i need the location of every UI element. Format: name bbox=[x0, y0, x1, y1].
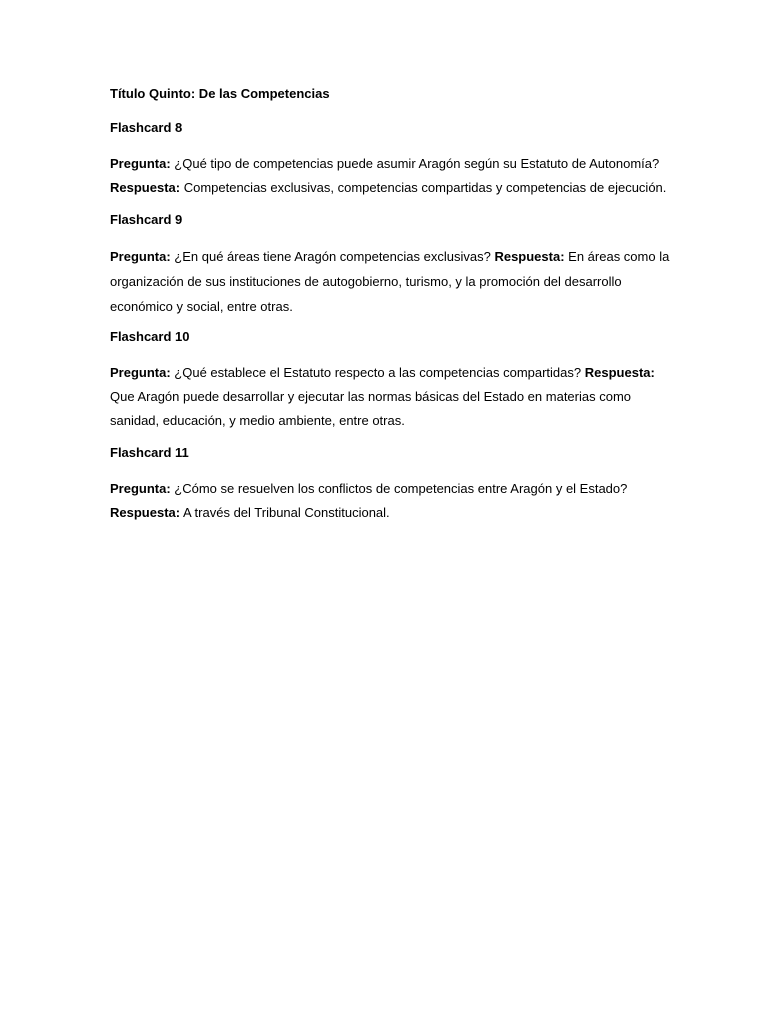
answer-label: Respuesta: bbox=[110, 505, 181, 520]
document-page bbox=[110, 84, 670, 535]
flashcard-heading: Flashcard 9 bbox=[110, 212, 183, 227]
question-text: ¿Cómo se resuelven los conflictos de competencias entre Aragón y el Estado? bbox=[174, 481, 628, 496]
answer-text: En áreas como la organización de sus instituciones de autogobierno, turismo, y la promoción del desarrollo económico y social, entre otras. bbox=[110, 249, 670, 314]
flashcard-qa bbox=[110, 152, 670, 200]
answer-label: Respuesta: bbox=[494, 249, 565, 264]
answer-text: Que Aragón puede desarrollar y ejecutar las normas básicas del Estado en materias como sanidad, educación, y medio ambiente, entre otras. bbox=[110, 389, 632, 428]
question-label: Pregunta: bbox=[110, 249, 171, 264]
answer-label: Respuesta: bbox=[584, 365, 655, 380]
question-text: ¿Qué establece el Estatuto respecto a las competencias compartidas? bbox=[174, 365, 582, 380]
answer-text: Competencias exclusivas, competencias compartidas y competencias de ejecución. bbox=[183, 180, 667, 195]
flashcard-heading: Flashcard 10 bbox=[110, 329, 190, 344]
answer-text: A través del Tribunal Constitucional. bbox=[182, 505, 390, 520]
flashcard-qa bbox=[110, 244, 670, 319]
answer-label: Respuesta: bbox=[110, 180, 181, 195]
document-title: Título Quinto: De las Competencias bbox=[110, 86, 330, 101]
question-text: ¿Qué tipo de competencias puede asumir Aragón según su Estatuto de Autonomía? bbox=[174, 156, 660, 171]
question-text: ¿En qué áreas tiene Aragón competencias exclusivas? bbox=[174, 249, 491, 264]
flashcard-qa bbox=[110, 361, 670, 433]
question-label: Pregunta: bbox=[110, 365, 171, 380]
flashcard-qa bbox=[110, 477, 670, 525]
question-label: Pregunta: bbox=[110, 481, 171, 496]
flashcard-heading: Flashcard 11 bbox=[110, 445, 189, 460]
question-label: Pregunta: bbox=[110, 156, 171, 171]
flashcard-heading: Flashcard 8 bbox=[110, 120, 183, 135]
